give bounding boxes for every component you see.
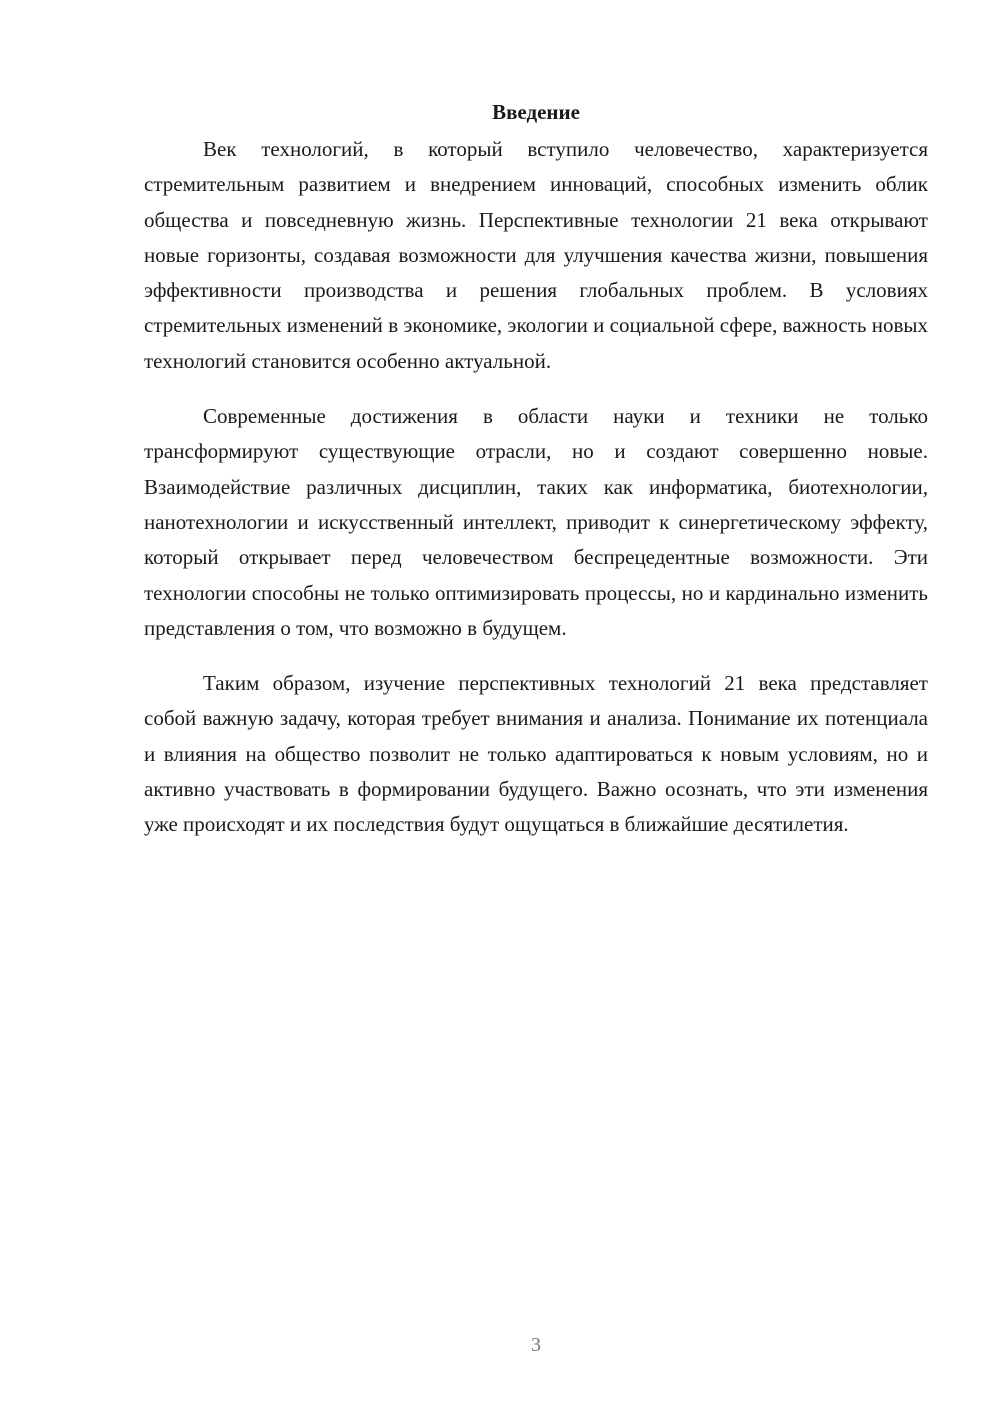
paragraph-3: Таким образом, изучение перспективных технологий 21 века представляет собой важную задачу, которая требует внимания и анализа. Понимание их потенциала и влияния на общество позволит не только адаптироваться к новым условиям, но и активно участвовать в формировании будущего. Важно осознать, что эти изменения уже происходят и их последствия будут ощущаться в ближайшие десятилетия. <box>144 671 928 837</box>
paragraph-2: Современные достижения в области науки и техники не только трансформируют существующие отрасли, но и создают совершенно новые. Взаимодействие различных дисциплин, таких как информатика, биотехнологии, нанотехнологии и искусственный интеллект, приводит к синергетическому эффекту, который открывает перед человечеством беспрецедентные возможности. Эти технологии способны не только оптимизировать процессы, но и кардинально изменить представления о том, что возможно в будущем. <box>144 404 928 640</box>
page-title: Введение <box>492 100 580 124</box>
page-number: 3 <box>531 1334 541 1356</box>
page-content <box>144 96 928 843</box>
paragraph-1: Век технологий, в который вступило человечество, характеризуется стремительным развитием и внедрением инноваций, способных изменить облик общества и повседневную жизнь. Перспективные технологии 21 века открывают новые горизонты, создавая возможности для улучшения качества жизни, повышения эффективности производства и решения глобальных проблем. В условиях стремительных изменений в экономике, экологии и социальной сфере, важность новых технологий становится особенно актуальной. <box>144 137 928 373</box>
